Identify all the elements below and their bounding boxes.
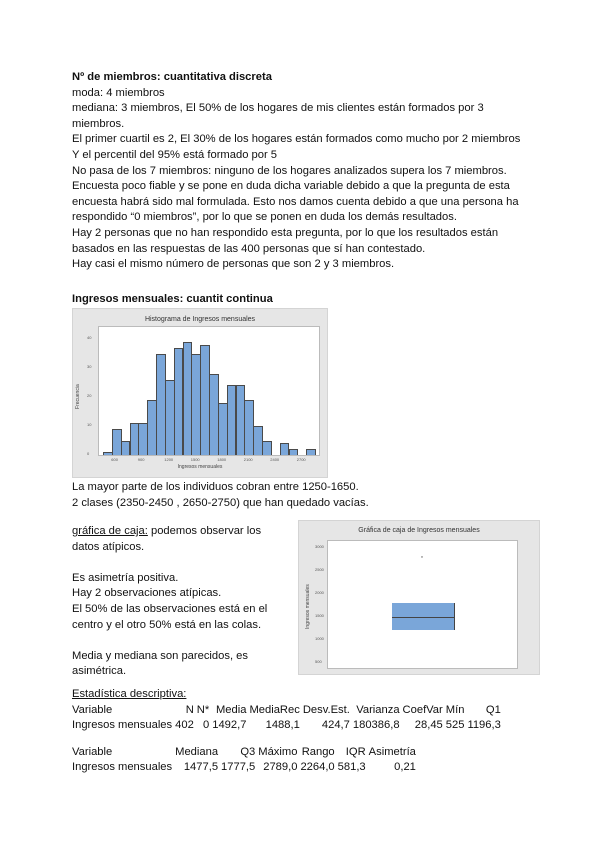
text-line: La mayor parte de los individuos cobran entre 1250-1650. [72,481,359,493]
y-tick: 2000 [315,590,324,595]
table-cell: Ingresos mensuales [72,719,173,732]
boxplot-label-rest: podemos observar los [147,525,262,537]
table-cell: 525 [445,719,465,732]
table-cell: 402 [175,719,194,732]
table-cell: 1488,1 [265,719,300,732]
y-tick: 40 [87,335,92,340]
x-tick: 2400 [270,457,280,462]
table-cell: N [185,703,194,716]
table-cell: 180386,8 [352,719,400,732]
stats-table-2-row [72,760,419,776]
histogram-figure [72,308,328,478]
text-line: miembros. [72,117,125,130]
text-line: basados en las respuestas de las 400 personas que sí han contestado. [72,242,426,255]
text-line: asimétrica. [72,665,127,678]
x-tick: 2100 [243,457,253,462]
table-cell: 28,45 [414,719,443,732]
table-cell: 2789,0 [263,761,298,774]
table-cell: 424,7 [321,719,350,732]
text-line: Es asimetría positiva. [72,571,179,584]
table-cell: Máximo [258,745,298,758]
x-tick: 1200 [164,457,174,462]
y-tick: 20 [87,393,92,398]
text-line: Y el percentil del 95% está formado por 5 [72,149,278,161]
table-cell: Asimetría [368,745,416,758]
table-cell: Q1 [485,703,501,716]
text-line: respondido “0 miembros”, por lo que se ponen en duda los demás resultados. [72,211,457,224]
section-heading-income: Ingresos mensuales: cuantit continua [72,293,273,305]
text-line: Encuesta poco fiable y se pone en duda dicha variable debido a que la pregunta de esta [72,180,510,193]
text-line: Hay 2 personas que no han respondido esta pregunta, por lo que los resultados están [72,227,499,239]
x-tick: 600 [111,457,118,462]
boxplot-outlier-marker: * [421,555,423,562]
text-line: centro y el otro 50% está en las colas. [72,618,262,631]
y-tick: 1000 [315,636,324,641]
table-cell: 2264,0 [300,761,335,774]
x-tick: 1500 [190,457,200,462]
text-line: moda: 4 miembros [72,86,165,99]
table-cell: Media [215,703,247,716]
table-cell: Rango [301,745,335,758]
stats-table-2-header [72,744,419,760]
text-line: Hay casi el mismo número de personas que son 2 y 3 miembros. [72,258,395,271]
table-cell: 581,3 [337,761,366,774]
text-line: El primer cuartil es 2, El 30% de los hogares están formados como mucho por 2 miembros [72,133,521,146]
histogram-ylabel: Frecuencia [75,384,81,409]
table-cell: Q3 [240,745,256,758]
text-line: 2 clases (2350-2450 , 2650-2750) que han quedado vacías. [72,496,369,509]
text-line: No pasa de los 7 miembros: ninguno de los hogares analizados supera los 7 miembros. [72,164,507,177]
table-cell: Desv.Est. [302,703,350,716]
table-cell: MediaRec [249,703,300,716]
text-line: encuesta habrá sido mal formulada. Esto nos damos cuenta debido a que una persona ha [72,195,519,208]
boxplot-figure [298,520,540,675]
boxplot-title: Gráfica de caja de Ingresos mensuales [358,527,480,534]
x-tick: 1800 [217,457,227,462]
table-cell: 1492,7 [212,719,247,732]
stats-table-1 [72,702,504,733]
y-tick: 30 [87,364,92,369]
y-tick: 0 [87,451,90,456]
stats-table-1-row [72,718,504,734]
boxplot-label: gráfica de caja: [72,525,148,537]
boxplot-median-line [392,617,454,618]
stats-heading: Estadística descriptiva: [72,688,187,700]
table-cell: Mín [445,703,465,716]
histogram-bar [289,449,299,455]
boxplot-ylabel: Ingresos mensuales [305,584,311,629]
boxplot-plot [327,540,518,669]
x-tick: 900 [137,457,145,462]
stats-table-2 [72,744,419,775]
table-cell: 0,21 [394,761,416,774]
text-line: El 50% de las observaciones está en el [72,603,268,615]
section-heading-members: Nº de miembros: cuantitativa discreta [72,71,272,83]
table-cell: 1477,5 [183,761,219,774]
boxplot-intro [72,524,261,540]
y-tick: 2500 [315,567,324,572]
y-tick: 10 [87,422,92,427]
histogram-bar [306,449,316,455]
table-cell: 0 [203,719,210,732]
table-cell: N* [196,703,210,716]
y-tick: 500 [315,659,322,664]
stats-table-1-header [72,702,504,718]
histogram-plot [98,326,320,456]
y-tick: 1500 [315,613,324,618]
table-cell: Variable [72,703,113,716]
table-cell: Variable [72,745,113,758]
text-line: mediana: 3 miembros, El 50% de los hogares de mis clientes están formados por 3 [72,102,484,115]
table-cell: Varianza [356,703,400,716]
histogram-title: Histograma de Ingresos mensuales [144,316,256,323]
histogram-xlabel: Ingresos mensuales [177,464,223,470]
text-line: Hay 2 observaciones atípicas. [72,587,222,600]
y-tick: 3000 [315,544,324,549]
text-line: Media y mediana son parecidos, es [72,649,248,662]
text-line: datos atípicos. [72,540,145,553]
table-cell: CoefVar [402,703,443,716]
x-tick: 2700 [296,457,306,462]
table-cell: Mediana [175,745,219,758]
table-cell: 1777,5 [221,761,256,774]
table-cell: IQR [345,745,366,758]
table-cell: 1196,3 [467,719,501,732]
histogram-bar [262,441,272,456]
table-cell: Ingresos mensuales [72,761,173,774]
